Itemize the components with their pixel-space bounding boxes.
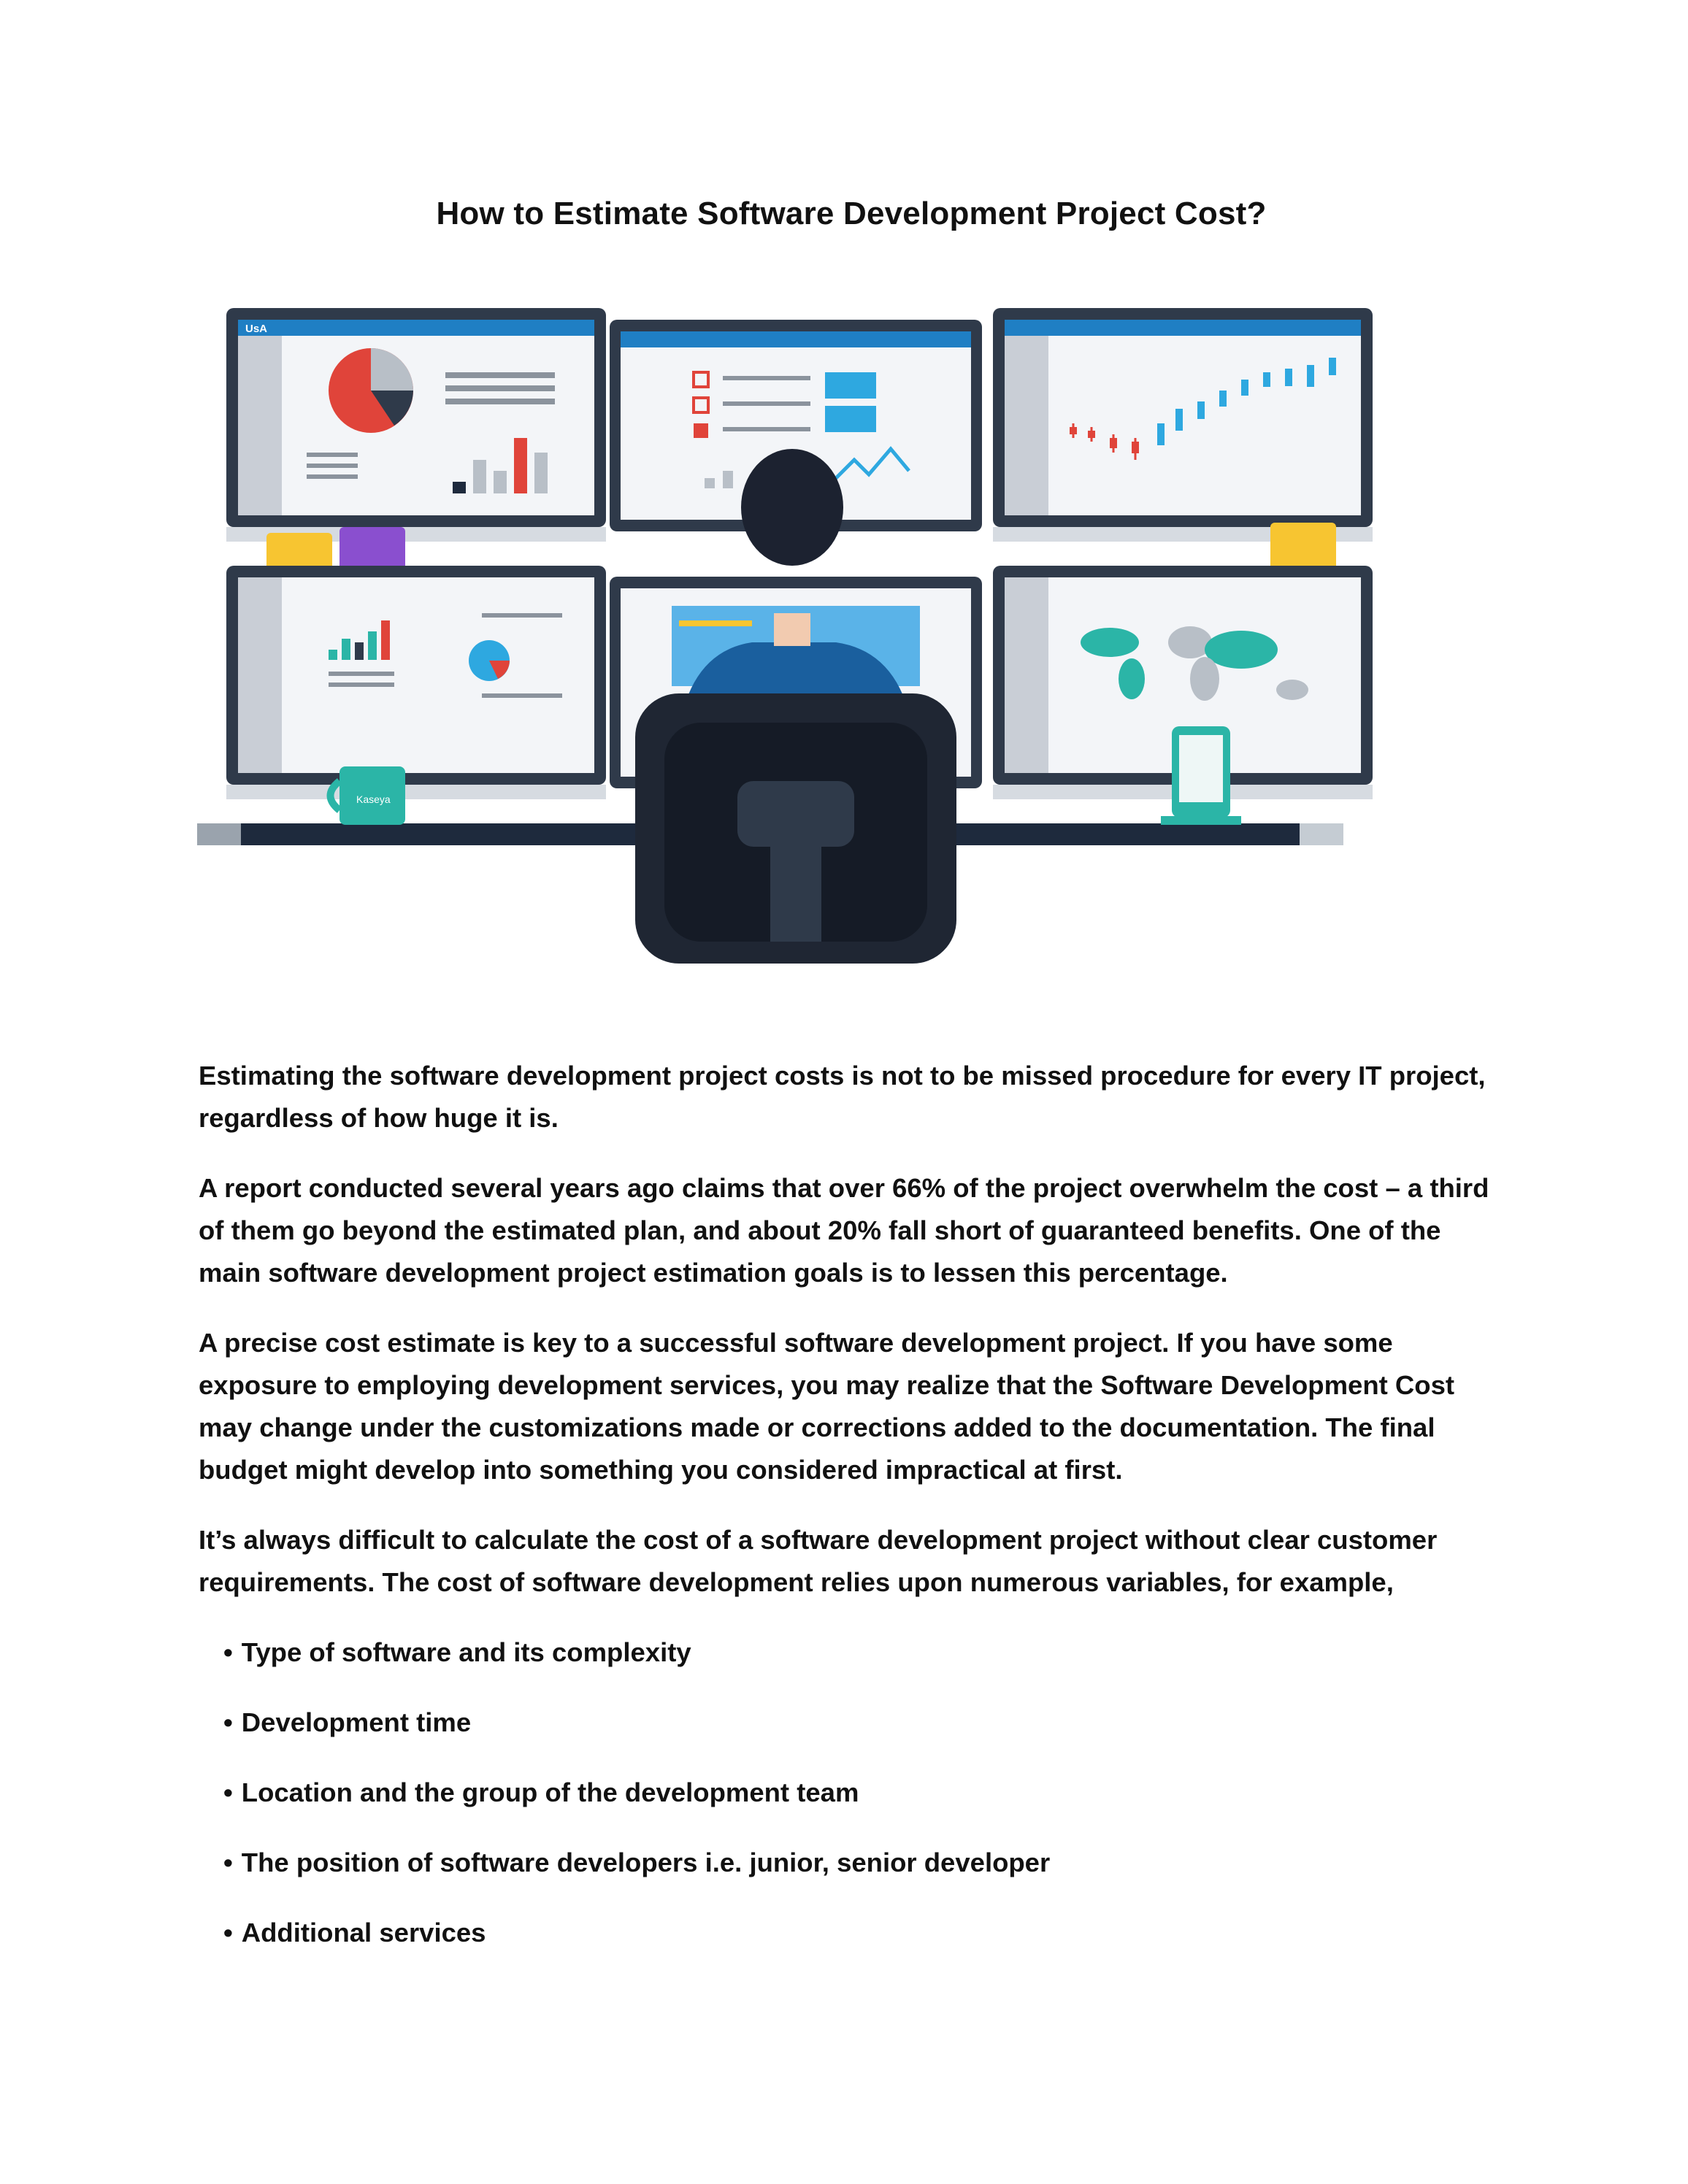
page-title: How to Estimate Software Development Project Cost?	[436, 196, 1267, 231]
mug-label: Kaseya	[356, 793, 391, 805]
list-item: • Type of software and its complexity	[223, 1631, 1498, 1674]
paragraph-estimate: A precise cost estimate is key to a successful software development project. If you have some exposure to employing development services, you may realize that the Software Development Cost may change under the customizations made or corrections added to the documentation. The final budget might develop into something you considered impractical at first.	[199, 1328, 1455, 1485]
list-item: • Development time	[223, 1702, 1498, 1744]
monitor-bottom-left	[226, 566, 606, 799]
cost-factors-list	[199, 1631, 1498, 1954]
paragraph-requirements: It’s always difficult to calculate the cost of a software development project without clear customer requirements. The cost of software development relies upon numerous variables, for example,	[199, 1525, 1438, 1597]
list-item: • Additional services	[223, 1912, 1498, 1954]
office-chair	[635, 693, 956, 964]
paragraph-intro: Estimating the software development project costs is not to be missed procedure for every IT project, regardless of how huge it is.	[199, 1061, 1486, 1133]
monitor-top-left	[226, 308, 606, 542]
sticky-note-purple	[339, 527, 405, 572]
developer-at-monitors-illustration	[197, 299, 1380, 971]
phone	[1161, 726, 1241, 825]
list-item: • Location and the group of the development team	[223, 1772, 1498, 1814]
list-item: • The position of software developers i.e. junior, senior developer	[223, 1842, 1498, 1884]
paragraph-report: A report conducted several years ago claims that over 66% of the project overwhelm the cost – a third of them go beyond the estimated plan, and about 20% fall short of guaranteed benefits. One of the main software development project estimation goals is to lessen this percentage.	[199, 1173, 1489, 1288]
mug	[331, 766, 406, 825]
screen-logo: UsA	[245, 323, 268, 335]
article-body	[199, 1055, 1498, 1982]
monitor-top-right	[993, 308, 1373, 542]
